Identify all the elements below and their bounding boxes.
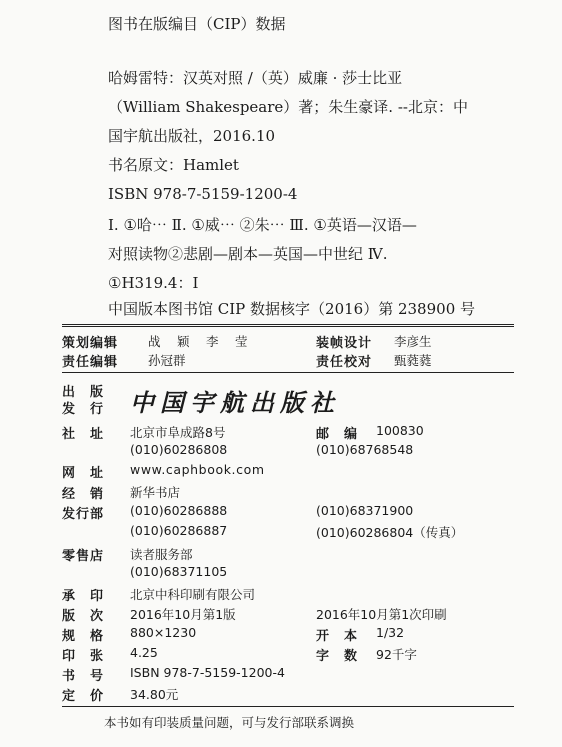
sheets-label: 印 张 <box>62 649 105 664</box>
website-label: 网 址 <box>62 466 105 481</box>
format-value: 1/32 <box>376 625 405 640</box>
publish-label: 出 版 <box>62 385 105 400</box>
address-value: 北京市阜成路8号 <box>130 425 226 440</box>
design-label: 装帧设计 <box>316 336 373 351</box>
proofreader-value: 甄蕤蕤 <box>394 353 432 368</box>
spec-value: 880×1230 <box>130 625 197 640</box>
issue-label: 发 行 <box>62 402 105 417</box>
cip-line-2: （William Shakespeare）著；朱生豪译. --北京：中 <box>108 98 468 116</box>
words-label: 字 数 <box>316 649 359 664</box>
printing-value: 2016年10月第1次印刷 <box>316 607 447 622</box>
cip-line-7: 对照读物②悲剧—剧本—英国—中世纪 Ⅳ. <box>108 245 388 263</box>
planning-editor-label: 策划编辑 <box>62 336 119 351</box>
tel-2: (010)68768548 <box>316 442 414 457</box>
cip-line-1: 哈姆雷特：汉英对照 /（英）威廉 · 莎士比亚 <box>108 69 403 87</box>
footer-notice: 本书如有印装质量问题，可与发行部联系调换 <box>104 715 355 730</box>
retail-tel: (010)68371105 <box>130 564 228 579</box>
responsible-editor-value: 孙冠群 <box>148 353 186 368</box>
double-divider-top <box>62 324 514 329</box>
cip-title: 图书在版编目（CIP）数据 <box>108 15 286 33</box>
retail-label: 零售店 <box>62 549 105 564</box>
postcode-value: 100830 <box>376 423 424 438</box>
retail-value: 读者服务部 <box>130 547 193 562</box>
postcode-label: 邮 编 <box>316 427 359 442</box>
spec-label: 规 格 <box>62 629 105 644</box>
divider-bottom <box>62 706 514 707</box>
words-value: 92千字 <box>376 647 417 662</box>
printer-value: 北京中科印刷有限公司 <box>130 587 256 602</box>
design-value: 李彦生 <box>394 334 432 349</box>
responsible-editor-label: 责任编辑 <box>62 355 119 370</box>
isbn-label: 书 号 <box>62 669 105 684</box>
distributor-label: 经 销 <box>62 487 105 502</box>
cip-number-line: 中国版本图书馆 CIP 数据核字（2016）第 238900 号 <box>108 300 476 318</box>
planning-editor-value: 战 颖 李 莹 <box>148 334 250 349</box>
sales-tel-2: (010)68371900 <box>316 503 414 518</box>
price-label: 定 价 <box>62 689 105 704</box>
cip-line-8: ①H319.4：Ⅰ <box>108 274 199 292</box>
sales-fax: (010)60286804（传真） <box>316 525 464 540</box>
cip-line-3: 国宇航出版社，2016.10 <box>108 127 276 145</box>
price-value: 34.80元 <box>130 687 179 702</box>
format-label: 开 本 <box>316 629 359 644</box>
publisher-logo: 中国宇航出版社 <box>130 388 340 417</box>
tel-1: (010)60286808 <box>130 442 228 457</box>
proofreader-label: 责任校对 <box>316 355 373 370</box>
cip-line-4: 书名原文：Hamlet <box>108 156 239 174</box>
cip-line-6: Ⅰ. ①哈⋯ Ⅱ. ①威⋯ ②朱⋯ Ⅲ. ①英语—汉语— <box>108 216 417 234</box>
edition-value: 2016年10月第1版 <box>130 607 236 622</box>
website-value: www.caphbook.com <box>130 462 265 477</box>
divider-staff <box>62 372 514 373</box>
address-label: 社 址 <box>62 427 105 442</box>
isbn-value: ISBN 978-7-5159-1200-4 <box>130 665 285 680</box>
cip-line-5: ISBN 978-7-5159-1200-4 <box>108 185 298 203</box>
distributor-value: 新华书店 <box>130 485 181 500</box>
edition-label: 版 次 <box>62 609 105 624</box>
sales-tel-3: (010)60286887 <box>130 523 228 538</box>
sales-dept-label: 发行部 <box>62 507 105 522</box>
sales-tel-1: (010)60286888 <box>130 503 228 518</box>
sheets-value: 4.25 <box>130 645 158 660</box>
printer-label: 承 印 <box>62 589 105 604</box>
